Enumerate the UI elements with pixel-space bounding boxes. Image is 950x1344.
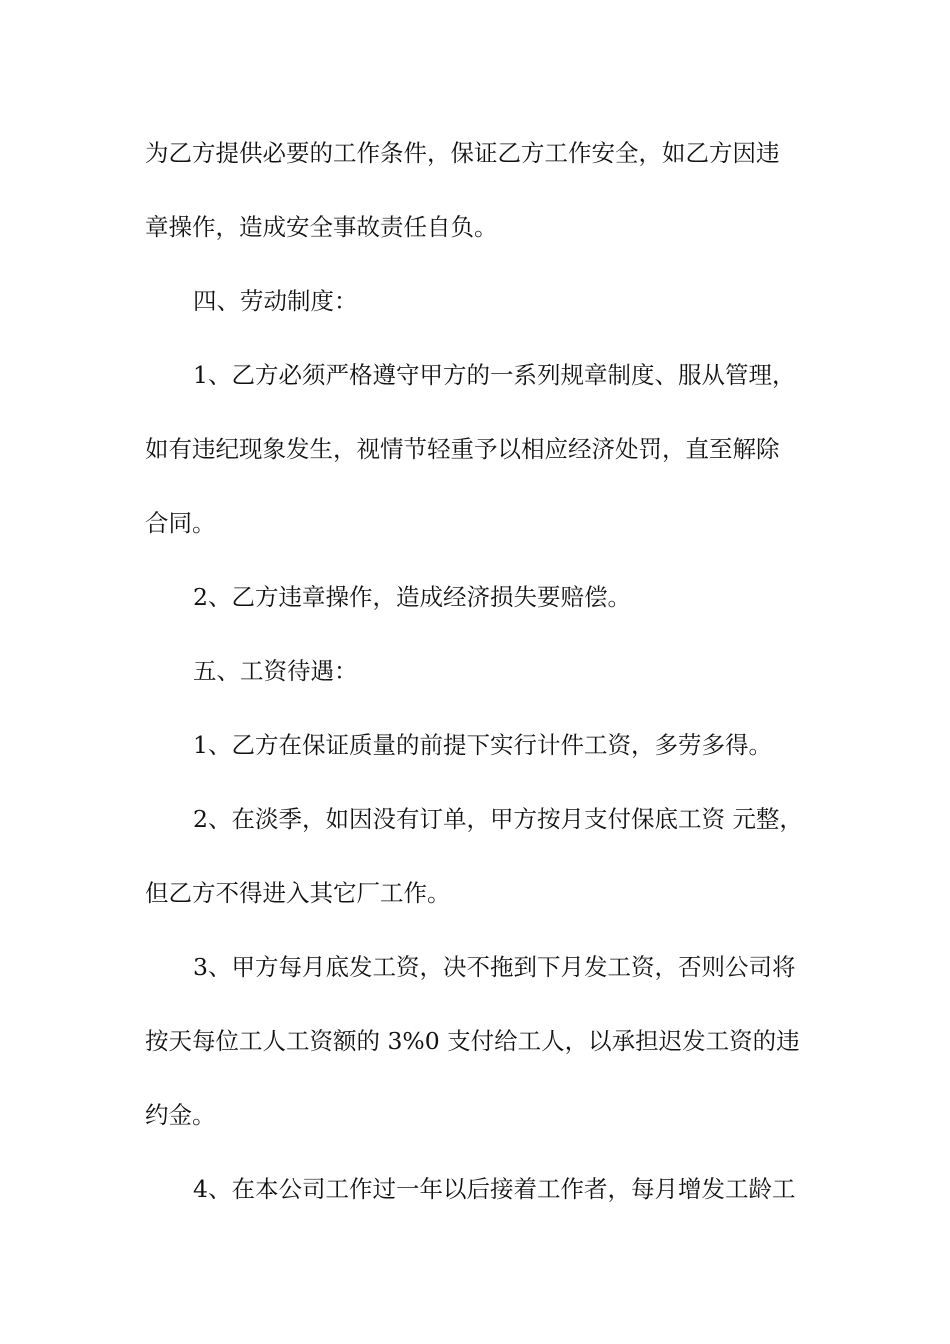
paragraph-line: 如有违纪现象发生，视情节轻重予以相应经济处罚，直至解除 bbox=[145, 435, 780, 463]
paragraph-line: 合同。 bbox=[145, 509, 216, 537]
paragraph-line: 2、乙方违章操作，造成经济损失要赔偿。 bbox=[193, 583, 631, 611]
paragraph-line: 约金。 bbox=[145, 1101, 216, 1129]
paragraph-line: 4、在本公司工作过一年以后接着工作者，每月增发工龄工 bbox=[193, 1175, 796, 1203]
paragraph-line: 章操作，造成安全事故责任自负。 bbox=[145, 213, 498, 241]
paragraph-line: 但乙方不得进入其它厂工作。 bbox=[145, 879, 451, 907]
paragraph-line: 2、在淡季，如因没有订单，甲方按月支付保底工资 元整， bbox=[193, 805, 803, 833]
section-heading: 四、劳动制度： bbox=[193, 287, 358, 315]
paragraph-line: 为乙方提供必要的工作条件，保证乙方工作安全，如乙方因违 bbox=[145, 139, 780, 167]
paragraph-line: 3、甲方每月底发工资，决不拖到下月发工资，否则公司将 bbox=[193, 953, 796, 981]
paragraph-line: 1、乙方在保证质量的前提下实行计件工资，多劳多得。 bbox=[193, 731, 772, 759]
paragraph-line: 按天每位工人工资额的 3%0 支付给工人，以承担迟发工资的违 bbox=[145, 1027, 800, 1055]
paragraph-line: 1、乙方必须严格遵守甲方的一系列规章制度、服从管理， bbox=[193, 361, 796, 389]
section-heading: 五、工资待遇： bbox=[193, 657, 358, 685]
